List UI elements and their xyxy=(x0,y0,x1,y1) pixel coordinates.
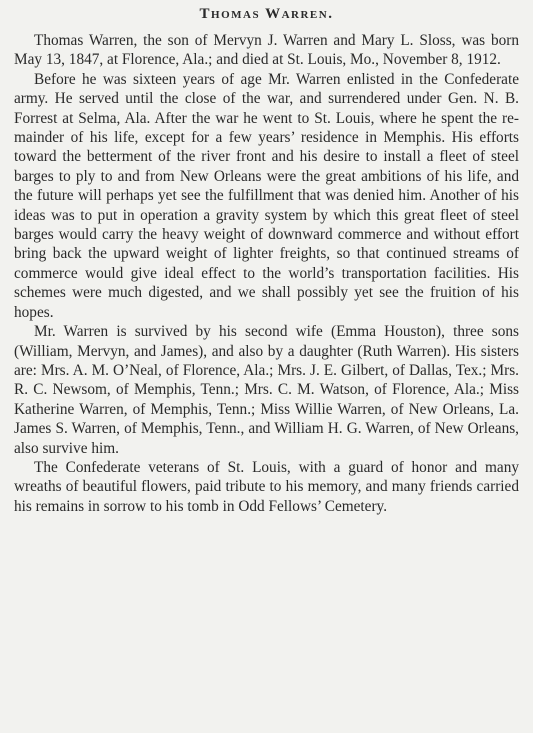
paragraph-career: Before he was sixteen years of age Mr. Warren enlisted in the Confederate army. He served until the close of the war, and surrendered under Gen. N. B. Forrest at Selma, Ala. After the war he went to St. Louis, where he spent the remainder of his life, except for a few years’ residence in Memphis. His efforts toward the betterment of the river front and his desire to install a fleet of steel barges to ply to and from New Orleans were the great ambitions of his life, and the future will perhaps yet see the fulfillment that was denied him. Another of his ideas was to put in operation a gravity system by which this great fleet of steel barges would carry the heavy weight of downward commerce and without effort bring back the upward weight of lighter freights, so that continued streams of commerce would give ideal effect to the world’s transportation facilities. His schemes were much digested, and we shall possibly yet see the fruition of his hopes. xyxy=(14,70,519,321)
paragraph-birth-death: Thomas Warren, the son of Mervyn J. Warren and Mary L. Sloss, was born May 13, 1847, at Florence, Ala.; and died at St. Louis, Mo., November 8, 1912. xyxy=(14,32,519,69)
paragraph-survivors: Mr. Warren is survived by his second wife (Emma Houston), three sons (William, Mervyn, and James), and also by a daughter (Ruth Warren). His sisters are: Mrs. A. M. O’Neal, of Florence, Ala.; Mrs. J. E. Gilbert, of Dallas, Tex.; Mrs. R. C. Newsom, of Memphis, Tenn.; Mrs. C. M. Watson, of Florence, Ala.; Miss Katherine Warren, of Memphis, Tenn.; Miss Willie Warren, of New Orleans, La. James S. Warren, of Memphis, Tenn., and William H. G. Warren, of New Orleans, also survive him. xyxy=(14,323,519,457)
article-title: Thomas Warren. xyxy=(199,6,334,22)
paragraph-funeral: The Confederate veterans of St. Louis, with a guard of honor and many wreaths of beautiful flowers, paid tribute to his memory, and many friends carried his remains in sorrow to his tomb in Odd Fellows’ Cemetery. xyxy=(14,458,519,515)
